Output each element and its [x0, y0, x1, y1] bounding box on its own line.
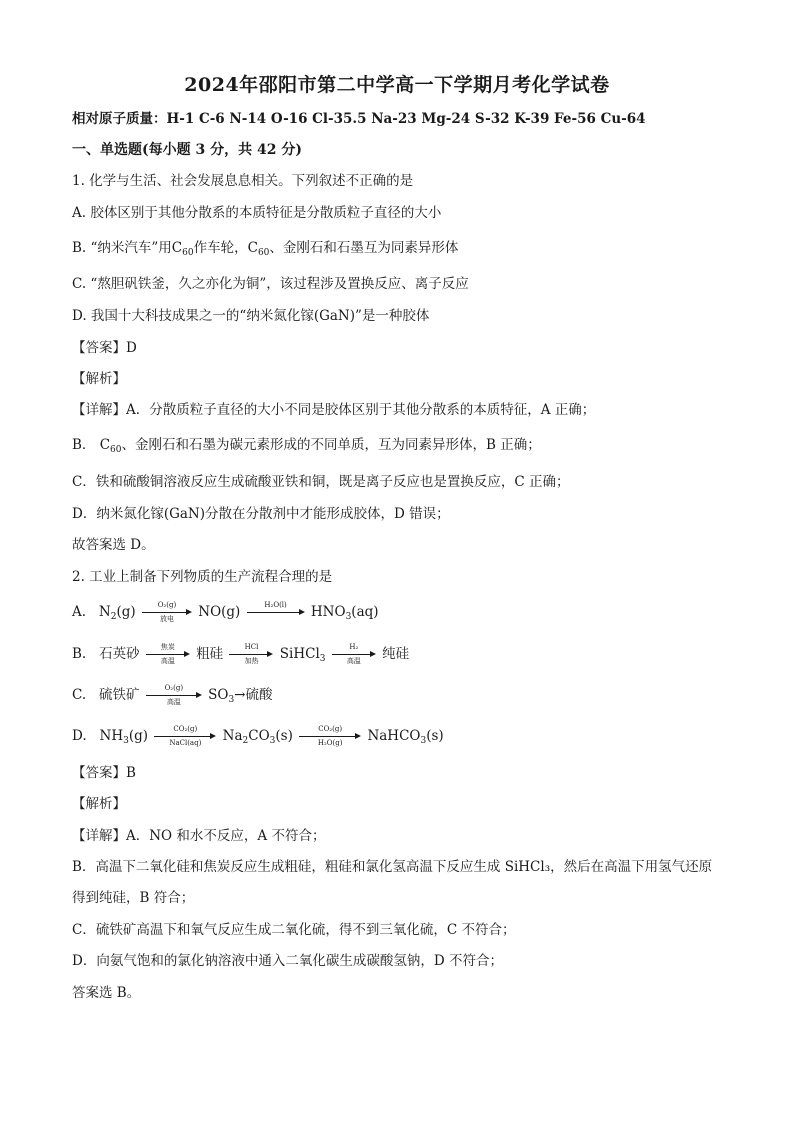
q1-option-a: A. 胶体区别于其他分散系的本质特征是分散质粒子直径的大小 [72, 205, 442, 221]
q2-b-arrow-3-bottom: 高温 [346, 656, 361, 665]
q1-detail-b-prefix: B． C [72, 437, 111, 453]
q2-d-arrow-1-bottom: NaCl(aq) [169, 738, 202, 747]
q1-analysis-label: 【解析】 [72, 371, 126, 387]
q2-a-s1-state: (g) [116, 604, 136, 620]
q2-detail-b-line2: 得到纯硅，B 符合； [72, 890, 195, 906]
q2-a-s1: N [98, 604, 111, 620]
q1-detail-b-sub: 60 [110, 445, 122, 455]
q2-b-arrow-2 [229, 642, 273, 665]
q1-detail-c: C．铁和硫酸铜溶液反应生成硫酸亚铁和铜，既是离子反应也是置换反应，C 正确； [72, 474, 570, 490]
q2-d-s1-state: (g) [128, 728, 149, 744]
q1-option-b-mid: 作车轮，C [193, 240, 258, 256]
q1-conclusion: 故答案选 D。 [72, 537, 155, 553]
q2-b-s2: 粗硅 [196, 646, 224, 662]
q2-d-s2: Na [222, 728, 243, 744]
q2-detail-d: D．向氨气饱和的氯化钠溶液中通入二氧化碳生成碳酸氢钠，D 不符合； [72, 953, 503, 969]
q2-a-s3-sub: 3 [345, 612, 352, 622]
q2-option-b [72, 642, 410, 668]
section-heading: 一、单选题(每小题 3 分，共 42 分) [72, 142, 302, 158]
q2-d-arrow-2 [299, 724, 361, 747]
q1-detail-d: D．纳米氮化镓(GaN)分散在分散剂中才能形成胶体，D 错误； [72, 506, 450, 522]
q2-d-label: D. [72, 728, 87, 744]
q2-d-s1-sub: 3 [123, 736, 129, 746]
q1-option-b [72, 239, 458, 262]
q1-answer: 【答案】D [72, 340, 137, 356]
q2-option-c [72, 683, 273, 709]
q2-a-s3-state: (aq) [351, 604, 379, 620]
q2-a-label: A. [72, 604, 87, 620]
q2-a-s3: HNO [310, 604, 346, 620]
q1-stem: 1. 化学与生活、社会发展息息相关。下列叙述不正确的是 [72, 173, 414, 189]
q2-b-arrow-2-top: HCl [244, 642, 259, 651]
q1-option-b-sub2: 60 [257, 248, 270, 258]
q1-option-d: D. 我国十大科技成果之一的“纳米氮化镓(GaN)”是一种胶体 [72, 308, 430, 324]
q1-option-b-prefix: B. “纳米汽车”用C [72, 240, 183, 256]
q2-option-a [72, 600, 379, 626]
q2-a-arrow-1-top: O₂(g) [157, 600, 177, 609]
q2-c-label: C. [72, 687, 87, 703]
q2-a-arrow-2 [247, 600, 305, 622]
q2-b-arrow-3 [332, 642, 376, 665]
q2-d-arrow-1-top: CO₂(g) [173, 724, 198, 733]
q2-b-s3-sub: 3 [319, 654, 326, 664]
q2-a-arrow-1-bottom: 放电 [159, 614, 174, 623]
q2-analysis-label: 【解析】 [72, 796, 126, 812]
q2-detail-c: C．硫铁矿高温下和氧气反应生成二氧化硫，得不到三氧化硫，C 不符合； [72, 922, 516, 938]
q2-d-s3: NaHCO [367, 728, 421, 744]
q2-answer: 【答案】B [72, 765, 136, 781]
q2-b-label: B. [72, 646, 87, 662]
q1-detail-b [72, 436, 541, 459]
q2-d-s2-sub2: 3 [269, 736, 276, 746]
q2-b-s3: SiHCl [279, 646, 320, 662]
q2-c-arrow-1 [146, 683, 202, 706]
q2-d-s2-sub: 2 [242, 736, 249, 746]
q2-a-arrow-1 [142, 600, 192, 623]
q2-c-s2: SO [208, 687, 229, 703]
q1-option-b-sub: 60 [182, 248, 194, 258]
q2-conclusion: 答案选 B。 [72, 985, 141, 1001]
q2-option-d [72, 724, 444, 750]
q1-option-b-suffix: 、金刚石和石墨互为同素异形体 [269, 240, 459, 256]
q2-b-arrow-1-top: 焦炭 [160, 642, 175, 651]
q2-c-s1: 硫铁矿 [99, 687, 140, 703]
q2-a-arrow-2-top: H₂O(l) [264, 600, 287, 609]
q2-d-s2b: CO [248, 728, 270, 744]
q2-b-arrow-1-bottom: 高温 [160, 656, 175, 665]
atomic-masses: 相对原子质量：H-1 C-6 N-14 O-16 Cl-35.5 Na-23 Mg-24 S-32 K-39 Fe-56 Cu-64 [72, 111, 646, 127]
q2-detail-b-line1: B．高温下二氧化硅和焦炭反应生成粗硅，粗硅和氯化氢高温下反应生成 SiHCl₃，然后在高温下用氢气还原 [72, 859, 713, 875]
q1-detail-b-suffix: 、金刚石和石墨为碳元素形成的不同单质，互为同素异形体，B 正确； [121, 437, 541, 453]
q2-d-s3-sub: 3 [420, 736, 427, 746]
q2-d-s1: NH [99, 728, 124, 744]
q2-c-s2-sub: 3 [228, 695, 235, 705]
q1-option-c: C. “熬胆矾铁釜，久之亦化为铜”，该过程涉及置换反应、离子反应 [72, 276, 469, 292]
q2-b-s1: 石英砂 [99, 646, 140, 662]
q2-d-s2-state: (s) [275, 728, 293, 744]
q2-d-s3-state: (s) [426, 728, 444, 744]
q1-detail-a: 【详解】A．分散质粒子直径的大小不同是胶体区别于其他分散系的本质特征，A 正确； [72, 402, 596, 418]
q2-c-arrow-1-bottom: 高温 [166, 697, 181, 706]
page-title: 2024年邵阳市第二中学高一下学期月考化学试卷 [184, 74, 610, 96]
q2-c-s3: →硫酸 [234, 687, 273, 703]
q2-b-s4: 纯硅 [382, 646, 410, 662]
q2-d-arrow-2-bottom: H₂O(g) [317, 738, 343, 747]
q2-a-s1-sub: 2 [110, 612, 117, 622]
q2-a-s2: NO(g) [198, 604, 241, 620]
q2-stem: 2. 工业上制备下列物质的生产流程合理的是 [72, 569, 333, 585]
q2-b-arrow-3-top: H₂ [349, 642, 359, 651]
q2-d-arrow-2-top: CO₂(g) [318, 724, 343, 733]
q2-d-arrow-1 [154, 724, 216, 747]
q2-b-arrow-1 [146, 642, 190, 665]
q2-detail-a: 【详解】A．NO 和水不反应，A 不符合； [72, 828, 326, 844]
q2-c-arrow-1-top: O₂(g) [164, 683, 184, 692]
q2-b-arrow-2-bottom: 加热 [244, 656, 259, 665]
